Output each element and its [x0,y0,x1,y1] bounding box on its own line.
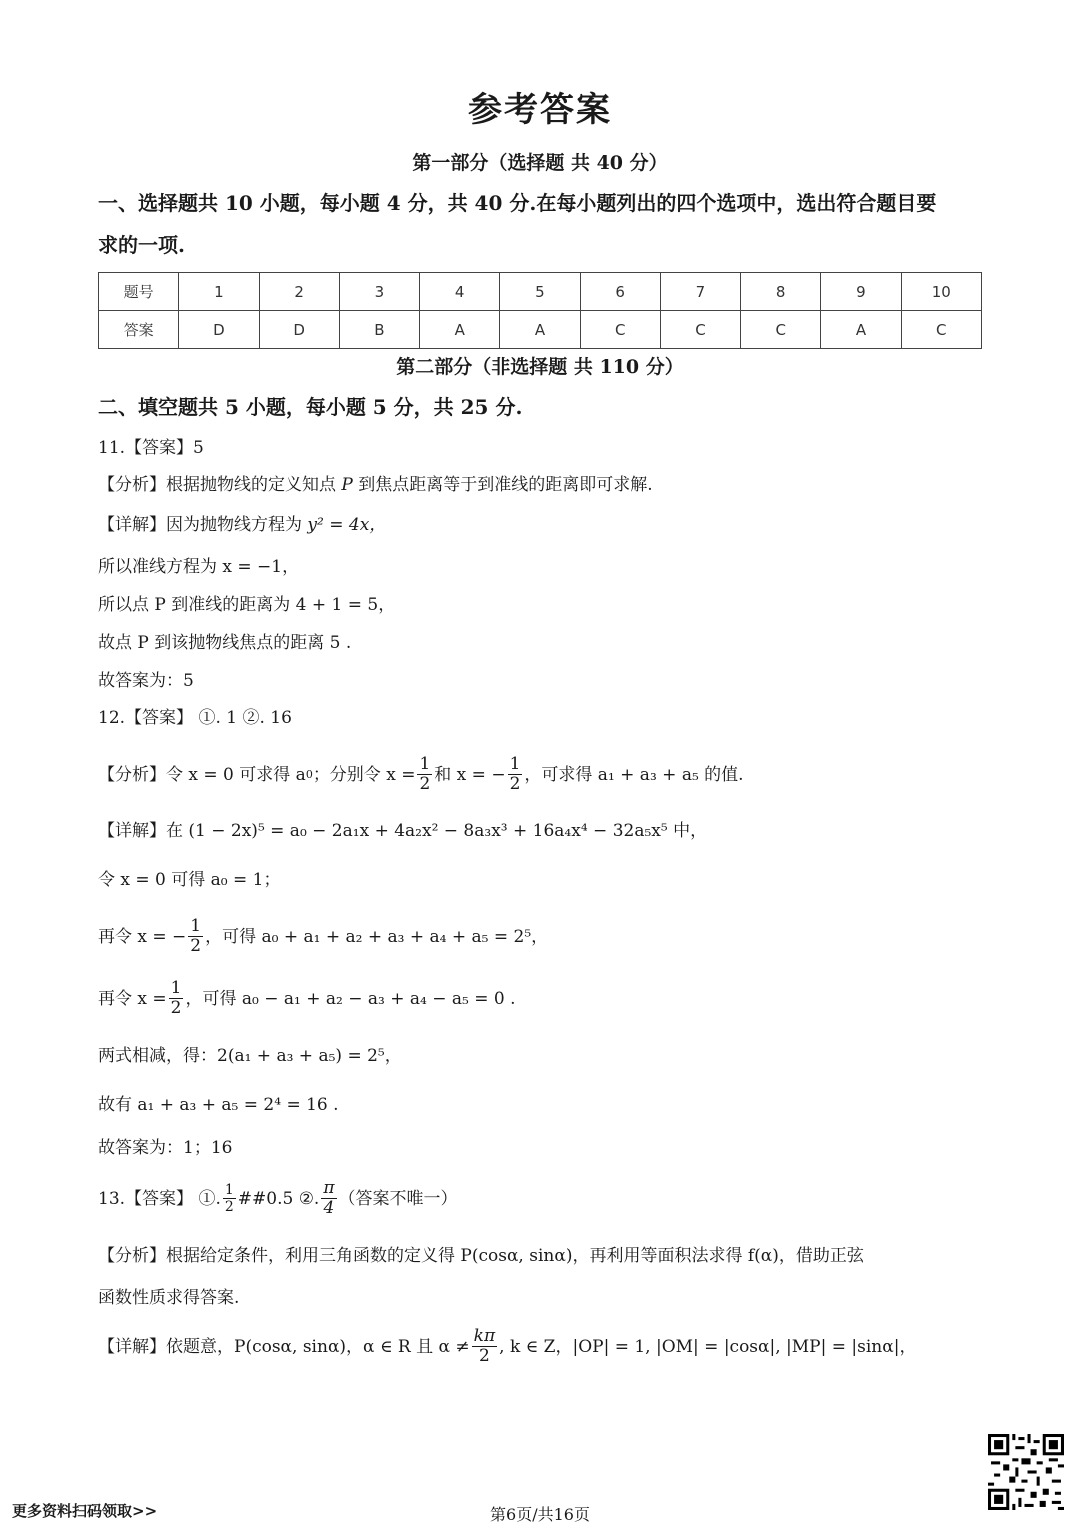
table-cell: B [339,311,419,349]
q12-answer: 12.【答案】 ①. 1 ②. 16 [98,708,292,728]
table-row-label: 答案 [99,311,179,349]
table-row-numbers [99,273,982,311]
fraction: $\frac{1}{2}$ [509,754,521,794]
table-cell: 1 [179,273,259,311]
table-cell: C [580,311,660,349]
q12-line5: 故有 a₁ + a₃ + a₅ = 2⁴ = 16 . [98,1095,339,1115]
table-cell: A [420,311,500,349]
section1-heading-line1: 一、选择题共 10 小题，每小题 4 分，共 40 分.在每小题列出的四个选项中，选出符合题目要 [98,191,937,215]
fraction: $\frac{1}{2}$ [419,754,431,794]
table-cell: A [821,311,901,349]
page-title: 参考答案 [468,90,612,130]
table-cell: 5 [500,273,580,311]
table-cell: C [741,311,821,349]
table-cell: 10 [901,273,981,311]
fraction: $\frac{1}{2}$ [224,1182,234,1215]
table-cell: 3 [339,273,419,311]
q12-analysis: 【分析】令 x = 0 可求得 a 0 ；分别令 x = $\frac{1}{2}$ 和 x = − $\frac{1}{2}$ ，可求得 a₁ + a₃ + a₅ 的值. [98,754,744,794]
q13-detail: 【详解】依题意，P(cosα, sinα)，α ∈ R 且 α ≠ $\frac{k\pi}{2}$ , k ∈ Z，|OP| = 1, |OM| = |cosα|, |MP| = |sinα|， [98,1326,917,1366]
q13-analysis-line1: 【分析】根据给定条件，利用三角函数的定义得 P(cosα, sinα)，再利用等面积法求得 f(α)，借助正弦 [98,1246,864,1266]
table-row-answers [99,311,982,349]
table-cell: A [500,311,580,349]
section1-heading-line2: 求的一项. [98,233,185,257]
q11-line3: 故点 P 到该抛物线焦点的距离 5 . [98,633,352,653]
fraction: $\frac{k\pi}{2}$ [473,1326,496,1366]
q11-analysis: 【分析】根据抛物线的定义知点 P 到焦点距离等于到准线的距离即可求解. [98,475,653,495]
table-cell: 7 [660,273,740,311]
table-cell: C [901,311,981,349]
answer-table [98,272,982,349]
table-cell: 4 [420,273,500,311]
q11-answer: 11.【答案】5 [98,438,204,458]
table-cell: C [660,311,740,349]
q11-final: 故答案为：5 [98,671,194,691]
fraction: $\frac{1}{2}$ [170,978,182,1018]
q13-answer: 13.【答案】 ①. $\frac{1}{2}$ ##0.5 ②. $\frac{\pi}{4}$ （答案不唯一） [98,1178,458,1218]
table-cell: D [259,311,339,349]
section2-heading: 二、填空题共 5 小题，每小题 5 分，共 25 分. [98,395,523,419]
footer-more-resources-link[interactable]: 更多资料扫码领取>> [12,1502,158,1520]
qr-code-icon[interactable] [988,1434,1064,1510]
q12-detail: 【详解】在 (1 − 2x)⁵ = a₀ − 2a₁x + 4a₂x² − 8a₃x³ + 16a₄x⁴ − 32a₅x⁵ 中， [98,821,708,841]
q12-line3: 再令 x = $\frac{1}{2}$ ，可得 a₀ − a₁ + a₂ − a₃ + a₄ − a₅ = 0 . [98,978,516,1018]
q11-line1: 所以准线方程为 x = −1， [98,557,300,577]
table-cell: 8 [741,273,821,311]
q13-analysis-line2: 函数性质求得答案. [98,1288,240,1308]
table-cell: 2 [259,273,339,311]
table-cell: 9 [821,273,901,311]
fraction: $\frac{\pi}{4}$ [323,1178,335,1218]
table-cell: 6 [580,273,660,311]
table-row-label: 题号 [99,273,179,311]
q12-line2: 再令 x = − $\frac{1}{2}$ ，可得 a₀ + a₁ + a₂ + a₃ + a₄ + a₅ = 2⁵， [98,916,549,956]
table-cell: D [179,311,259,349]
fraction: $\frac{1}{2}$ [190,916,202,956]
q12-final: 故答案为：1；16 [98,1138,233,1158]
q12-line4: 两式相减，得：2(a₁ + a₃ + a₅) = 2⁵， [98,1046,402,1066]
q12-line1: 令 x = 0 可得 a₀ = 1； [98,870,281,890]
part1-heading: 第一部分（选择题 共 40 分） [412,152,668,174]
q11-detail: 【详解】因为抛物线方程为 y² = 4x， [98,515,387,535]
page-number: 第6页/共16页 [490,1505,590,1524]
part2-heading: 第二部分（非选择题 共 110 分） [396,356,684,378]
q11-line2: 所以点 P 到准线的距离为 4 + 1 = 5， [98,595,396,615]
